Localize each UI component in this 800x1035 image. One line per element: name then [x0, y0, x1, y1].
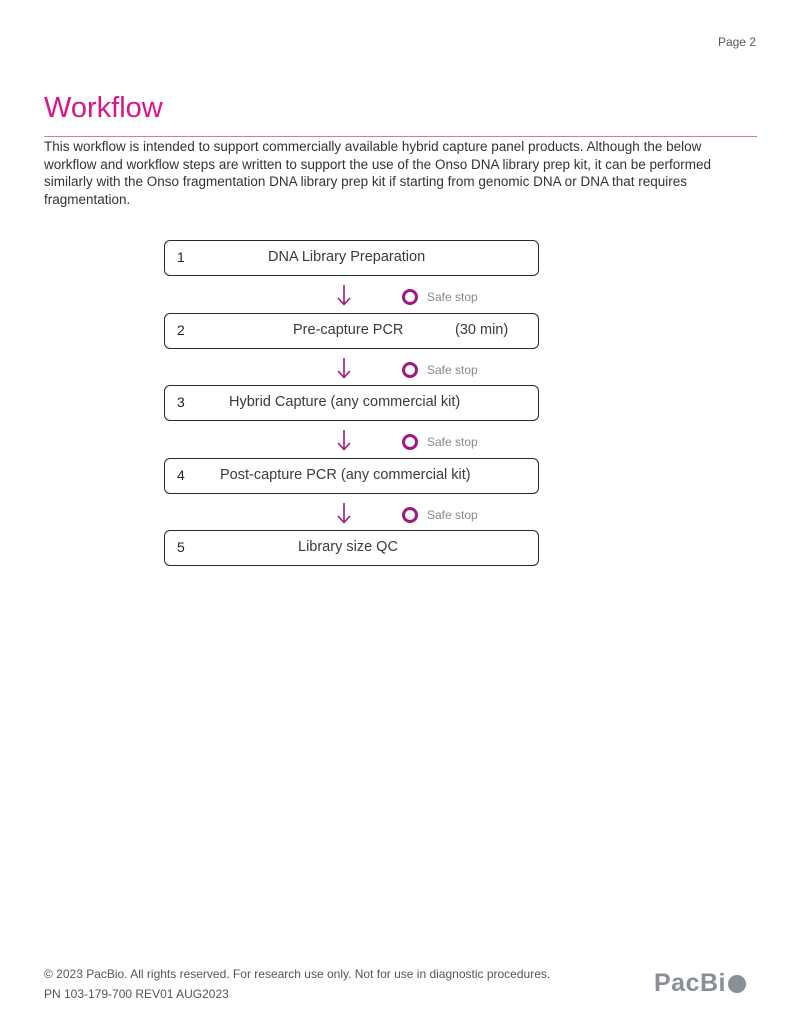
footer-part-number: PN 103-179-700 REV01 AUG2023 [44, 987, 229, 1001]
logo-circle-icon [728, 975, 746, 993]
safe-stop-circle-icon [401, 506, 419, 524]
step-box-4 [164, 458, 539, 494]
step-label: Hybrid Capture (any commercial kit) [229, 394, 461, 410]
safe-stop-label: Safe stop [427, 290, 478, 304]
step-number: 3 [177, 394, 185, 410]
step-box-3 [164, 385, 539, 421]
step-number: 2 [177, 322, 185, 338]
pacbio-logo [654, 967, 746, 999]
step-box-5 [164, 530, 539, 566]
down-arrow-icon [336, 284, 352, 306]
page-number: Page 2 [717, 35, 756, 49]
step-number: 1 [177, 249, 185, 265]
down-arrow-icon [336, 429, 352, 451]
safe-stop-circle-icon [401, 433, 419, 451]
intro-paragraph: This workflow is intended to support commercially available hybrid capture panel products. Although the below workflow and workflow steps are written to support the use of the Onso DNA library prep kit, it can be performed similarly with the Onso fragmentation DNA library prep kit if starting from genomic DNA or DNA that requires fragmentation. [44, 139, 712, 207]
step-label: Post-capture PCR (any commercial kit) [220, 467, 471, 483]
footer-copyright: © 2023 PacBio. All rights reserved. For research use only. Not for use in diagnostic procedures. [44, 967, 551, 981]
logo-text: PacBi [654, 968, 726, 997]
safe-stop-circle-icon [401, 361, 419, 379]
page-title: Workflow [44, 92, 163, 124]
safe-stop-label: Safe stop [427, 508, 478, 522]
down-arrow-icon [336, 357, 352, 379]
safe-stop-label: Safe stop [427, 435, 478, 449]
safe-stop-circle-icon [401, 288, 419, 306]
safe-stop-label: Safe stop [427, 363, 478, 377]
step-label: Pre-capture PCR [293, 322, 404, 338]
title-divider [44, 136, 757, 137]
step-box-2 [164, 313, 539, 349]
step-label: Library size QC [298, 539, 398, 555]
down-arrow-icon [336, 502, 352, 524]
step-label: DNA Library Preparation [268, 249, 426, 265]
step-box-1 [164, 240, 539, 276]
step-duration: (30 min) [455, 322, 509, 338]
step-number: 4 [177, 467, 185, 483]
step-number: 5 [177, 539, 185, 555]
